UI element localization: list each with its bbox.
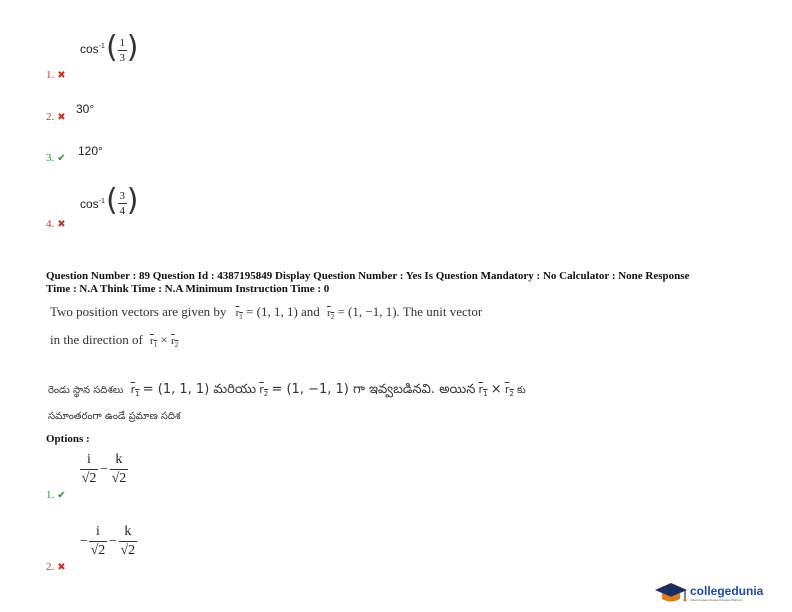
check-icon: ✔ — [57, 490, 66, 501]
fraction — [119, 524, 137, 559]
numerator: 3 — [119, 190, 125, 202]
fraction-group — [106, 183, 139, 218]
denominator: 3 — [119, 52, 125, 64]
vector-r2: $r_2$ — [327, 307, 335, 322]
vector-r1: $r_1$ — [235, 307, 243, 322]
left-paren: ( — [106, 183, 118, 218]
fraction — [118, 190, 127, 217]
superscript: -1 — [98, 198, 105, 205]
logo-text: collegedunia — [690, 584, 764, 598]
option-expression — [80, 524, 137, 559]
numerator: k — [115, 452, 123, 467]
superscript: -1 — [98, 43, 105, 50]
question-text-en-line-2 — [50, 332, 178, 349]
cross-operator: × — [160, 332, 168, 347]
question-meta-line-1: Question Number : 89 Question Id : 4387195849 Display Question Number : Yes Is Question Mandatory : No Calculator : None Response — [46, 270, 690, 282]
logo-tagline: India's largest Student Review Platform — [690, 598, 743, 602]
graduation-cap-icon — [654, 580, 688, 606]
denominator: √2 — [90, 543, 106, 558]
question-text: = (1, 1, 1) and — [246, 304, 320, 319]
option-expression — [80, 452, 128, 487]
sign: − — [80, 533, 88, 549]
cross-icon: ✖ — [57, 219, 66, 230]
operator: − — [100, 461, 108, 477]
vector-r2: $r_2$ — [504, 383, 514, 399]
vector-r1: $r_1$ — [150, 335, 158, 350]
right-paren: ) — [126, 183, 139, 218]
cross-icon: ✖ — [57, 562, 66, 573]
vector-r1: $r_1$ — [478, 383, 488, 399]
vector-r2: $r_2$ — [259, 383, 269, 399]
option-number: 3. ✔ — [46, 152, 66, 164]
question-text: in the direction of — [50, 332, 143, 347]
question-meta — [46, 270, 766, 296]
function-name: cos — [80, 42, 99, 56]
operator: − — [108, 533, 117, 549]
numerator: k — [124, 524, 132, 539]
question-text: కు — [517, 385, 526, 396]
fraction — [80, 452, 98, 487]
fraction — [118, 37, 127, 64]
cross-icon: ✖ — [57, 70, 66, 81]
option-expression — [80, 42, 105, 56]
option-number: 2. ✖ — [46, 561, 66, 573]
question-text-te-line-2: సమాంతరంగా ఉండే ప్రమాణ సదిశ — [48, 411, 181, 422]
denominator: √2 — [81, 471, 97, 486]
option-number: 1. ✔ — [46, 489, 66, 501]
question-text: = (1, −1, 1). The unit vector — [337, 304, 483, 319]
numerator: i — [95, 524, 100, 539]
function-name: cos — [80, 197, 99, 211]
left-paren: ( — [106, 30, 118, 65]
denominator: √2 — [120, 543, 136, 558]
fraction — [89, 524, 107, 559]
fraction — [110, 452, 128, 487]
denominator: 4 — [119, 205, 125, 217]
numerator: 1 — [119, 37, 125, 49]
option-value: 120° — [78, 144, 103, 158]
option-expression — [80, 197, 105, 211]
fraction-group — [106, 30, 139, 65]
cross-icon: ✖ — [57, 112, 66, 123]
options-label: Options : — [46, 433, 90, 445]
question-text: Two position vectors are given by — [50, 304, 227, 319]
question-text-te-line-1 — [48, 382, 526, 400]
question-meta-line-2: Time : N.A Think Time : N.A Minimum Instruction Time : 0 — [46, 283, 330, 295]
question-text: = (1, 1, 1) మరియు — [142, 382, 257, 397]
option-number: 4. ✖ — [46, 218, 66, 230]
denominator: √2 — [111, 471, 127, 486]
option-number: 1. ✖ — [46, 69, 66, 81]
check-icon: ✔ — [57, 153, 66, 164]
question-text-en-line-1 — [50, 304, 482, 321]
option-value: 30° — [76, 102, 95, 116]
right-paren: ) — [126, 30, 139, 65]
cross-operator: × — [490, 382, 502, 397]
collegedunia-logo — [654, 580, 763, 606]
numerator: i — [87, 452, 91, 467]
vector-r1: $r_1$ — [130, 383, 140, 399]
vector-r2: $r_2$ — [171, 335, 179, 350]
question-text: = (1, −1, 1) గా ఇవ్వబడినవి. అయిన — [271, 382, 476, 397]
question-text: రెండు స్థాన సదిశలు — [48, 385, 124, 396]
option-number: 2. ✖ — [46, 111, 66, 123]
